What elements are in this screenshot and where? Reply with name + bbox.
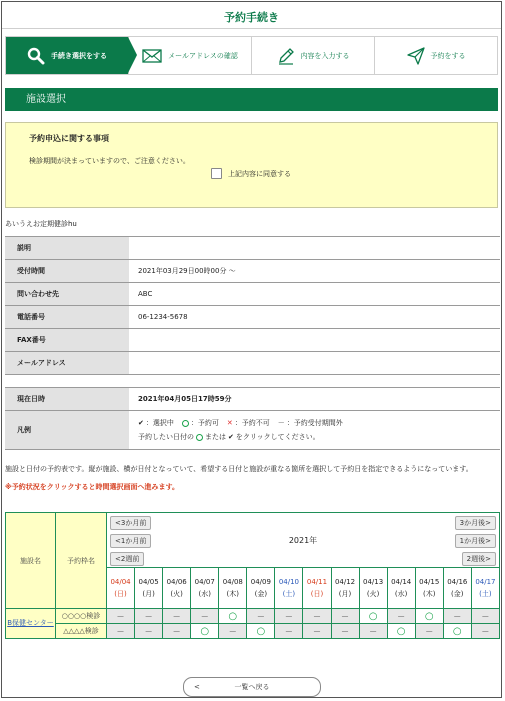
step-label: 手続き選択をする (51, 51, 107, 60)
day-of-week: (火) (366, 590, 380, 598)
calendar-day-header (387, 568, 415, 609)
reservation-calendar (5, 512, 500, 639)
circle-icon[interactable]: ○ (424, 610, 434, 622)
day-date: 04/17 (475, 578, 496, 586)
dash-mark: － (172, 626, 181, 636)
day-of-week: (月) (142, 590, 155, 598)
day-date: 04/08 (222, 578, 243, 586)
unavailable-slot-cell (303, 609, 331, 624)
calendar-day-header (163, 568, 191, 609)
calendar-slot-row (6, 624, 500, 639)
legend-instruction-b: または (205, 433, 226, 441)
circle-icon (196, 434, 203, 441)
unavailable-slot-cell (163, 609, 191, 624)
info-label: 受付時間 (5, 260, 129, 283)
day-date: 04/16 (447, 578, 468, 586)
info-value (129, 352, 500, 375)
day-date: 04/15 (419, 578, 440, 586)
dash-mark: － (284, 611, 293, 621)
unavailable-slot-cell (331, 609, 359, 624)
back-button-label[interactable]: 一覧へ戻る (234, 683, 270, 691)
legend-available: ：予約可 (190, 419, 219, 427)
info-label: 説明 (5, 237, 129, 260)
chevron-left-icon: < (194, 683, 200, 691)
progress-steps (5, 36, 498, 75)
notice-title: 予約申込に関する事項 (29, 134, 109, 143)
legend-instruction-c: をクリックしてください。 (235, 433, 320, 441)
info-value (129, 329, 500, 352)
available-slot-cell[interactable] (247, 624, 275, 639)
day-date: 04/04 (110, 578, 131, 586)
unavailable-slot-cell (443, 609, 471, 624)
dash-mark: － (116, 611, 125, 621)
unavailable-slot-cell (471, 609, 499, 624)
dash-mark: － (481, 611, 490, 621)
info-row (5, 283, 500, 306)
facility-info-table (5, 236, 500, 375)
legend-unavailable: ：予約不可 (234, 419, 270, 427)
circle-icon (182, 420, 189, 427)
day-date: 04/12 (334, 578, 356, 586)
day-date: 04/11 (306, 578, 328, 586)
prev-2-weeks-button[interactable]: <2週前 (110, 552, 144, 566)
info-row (5, 306, 500, 329)
circle-icon[interactable]: ○ (200, 625, 210, 637)
notice-box (5, 122, 498, 208)
day-date: 04/09 (250, 578, 271, 586)
dash-mark: － (397, 611, 406, 621)
circle-icon[interactable]: ○ (396, 625, 406, 637)
available-slot-cell[interactable] (191, 624, 219, 639)
unavailable-slot-cell (415, 624, 443, 639)
calendar-description: 施設と日付の予約表です。縦が施設、横が日付となっていて、希望する日付と施設が重なる箇所を選択して予約日を指定できるようになっています。 (5, 465, 473, 473)
legend-content (129, 411, 500, 450)
dash-mark: － (312, 626, 321, 636)
agree-label[interactable]: 上記内容に同意する (228, 169, 291, 178)
prev-3-months-button[interactable]: <3か月前 (110, 516, 151, 530)
info-row (5, 388, 500, 411)
circle-icon[interactable]: ○ (256, 625, 266, 637)
calendar-day-header (275, 568, 303, 609)
prev-1-month-button[interactable]: <1か月前 (110, 534, 151, 548)
available-slot-cell[interactable] (219, 609, 247, 624)
dash-mark: － (172, 611, 181, 621)
search-icon (27, 47, 45, 65)
dash-mark: － (256, 611, 265, 621)
calendar-day-header (415, 568, 443, 609)
unavailable-slot-cell (135, 609, 163, 624)
calendar-nav (107, 513, 500, 568)
available-slot-cell[interactable] (443, 624, 471, 639)
check-icon: ✔ (228, 433, 234, 441)
dash-mark: － (341, 626, 350, 636)
info-label: 電話番号 (5, 306, 129, 329)
dash-mark: － (116, 626, 125, 636)
unavailable-slot-cell (471, 624, 499, 639)
legend-label: 凡例 (5, 411, 129, 450)
calendar-day-header (107, 568, 135, 609)
day-date: 04/14 (391, 578, 412, 586)
section-header: 施設選択 (5, 88, 498, 111)
unavailable-slot-cell (247, 609, 275, 624)
info-value: 2021年03月29日00時00分 ～ (129, 260, 500, 283)
legend-outside: ：予約受付期間外 (286, 419, 343, 427)
day-date: 04/13 (363, 578, 384, 586)
circle-icon[interactable]: ○ (228, 610, 238, 622)
unavailable-slot-cell (191, 609, 219, 624)
info-label: 問い合わせ先 (5, 283, 129, 306)
calendar-day-header (247, 568, 275, 609)
slot-name: ○○○○検診 (56, 609, 107, 624)
facility-cell (6, 609, 56, 639)
agree-checkbox[interactable] (211, 168, 222, 179)
day-date: 04/10 (278, 578, 299, 586)
dash-mark: － (341, 611, 350, 621)
info-value (129, 237, 500, 260)
step-email-confirm (128, 37, 251, 74)
pencil-icon (277, 47, 295, 65)
day-of-week: (木) (422, 590, 436, 598)
unavailable-slot-cell (107, 609, 135, 624)
day-date: 04/07 (194, 578, 215, 586)
mail-icon (142, 49, 162, 63)
calendar-day-header (219, 568, 247, 609)
unavailable-slot-cell (163, 624, 191, 639)
unavailable-slot-cell (359, 624, 387, 639)
calendar-day-header (135, 568, 163, 609)
page-frame (1, 1, 502, 698)
legend-line (138, 416, 500, 430)
facility-link[interactable]: B保健センター (7, 619, 54, 627)
step-reserve (374, 37, 497, 74)
day-of-week: (土) (479, 590, 492, 598)
day-of-week: (土) (282, 590, 296, 598)
dash-mark: － (425, 626, 434, 636)
circle-icon[interactable]: ○ (452, 625, 462, 637)
calendar-day-header (471, 568, 499, 609)
facility-name: あいうえお定期健診hu (5, 220, 77, 228)
dash-mark: － (284, 626, 293, 636)
legend-selected: ：選択中 (145, 419, 174, 427)
calendar-day-header (303, 568, 331, 609)
day-date: 04/05 (138, 578, 159, 586)
dash-mark: － (200, 611, 209, 621)
notice-text: 検診期間が決まっていますので、ご注意ください。 (29, 157, 190, 165)
title-divider (2, 28, 501, 29)
day-of-week: (水) (198, 590, 211, 598)
dash-mark: － (144, 611, 153, 621)
dash-mark: － (228, 626, 237, 636)
step-label: メールアドレスの確認 (168, 51, 238, 60)
next-1-month-button[interactable]: 1か月後> (455, 534, 496, 548)
unavailable-slot-cell (387, 609, 415, 624)
info-row (5, 329, 500, 352)
legend-dash: － (277, 419, 285, 427)
day-date: 04/06 (166, 578, 187, 586)
unavailable-slot-cell (331, 624, 359, 639)
available-slot-cell[interactable] (359, 609, 387, 624)
day-of-week: (日) (114, 590, 127, 598)
dash-mark: － (453, 611, 462, 621)
unavailable-slot-cell (135, 624, 163, 639)
info-value: ABC (129, 283, 500, 306)
status-table (5, 387, 500, 450)
available-slot-cell[interactable] (387, 624, 415, 639)
unavailable-slot-cell (303, 624, 331, 639)
day-of-week: (木) (226, 590, 240, 598)
step-label: 内容を入力する (300, 51, 350, 60)
step-select-procedure (6, 37, 128, 74)
step-enter-details (251, 37, 374, 74)
next-3-months-button[interactable]: 3か月後> (455, 516, 496, 530)
send-icon (407, 47, 425, 65)
calendar-day-header (359, 568, 387, 609)
day-of-week: (月) (338, 590, 352, 598)
facility-column-header: 施設名 (6, 513, 56, 609)
info-row (5, 411, 500, 450)
day-of-week: (金) (254, 590, 268, 598)
calendar-year: 2021年 (288, 536, 318, 545)
legend-instruction-a: 予約したい日付の (138, 433, 194, 441)
day-of-week: (日) (310, 590, 324, 598)
dash-mark: － (312, 611, 321, 621)
slot-column-header: 予約枠名 (56, 513, 107, 609)
unavailable-slot-cell (275, 609, 303, 624)
calendar-day-header (191, 568, 219, 609)
day-of-week: (金) (451, 590, 464, 598)
unavailable-slot-cell (107, 624, 135, 639)
calendar-nav-row (6, 513, 500, 568)
step-label: 予約をする (430, 51, 466, 60)
info-value: 06-1234-5678 (129, 306, 500, 329)
unavailable-slot-cell (219, 624, 247, 639)
dash-mark: － (481, 626, 490, 636)
dash-mark: － (369, 626, 378, 636)
info-row (5, 260, 500, 283)
calendar-slot-row (6, 609, 500, 624)
current-time-label: 現在日時 (5, 388, 129, 411)
day-of-week: (水) (394, 590, 408, 598)
check-icon: ✔ (138, 419, 144, 427)
dash-mark: － (144, 626, 153, 636)
info-label: FAX番号 (5, 329, 129, 352)
info-label: メールアドレス (5, 352, 129, 375)
current-time-value: 2021年04月05日17時59分 (129, 388, 500, 411)
cross-icon: ✕ (226, 419, 233, 427)
calendar-day-header (443, 568, 471, 609)
unavailable-slot-cell (275, 624, 303, 639)
day-of-week: (火) (170, 590, 183, 598)
info-row (5, 237, 500, 260)
available-slot-cell[interactable] (415, 609, 443, 624)
calendar-day-header (331, 568, 359, 609)
back-to-list-button[interactable] (183, 677, 321, 697)
legend-line (138, 430, 500, 444)
next-2-weeks-button[interactable]: 2週後> (462, 552, 496, 566)
calendar-note: ※予約状況をクリックすると時間選択画面へ進みます。 (5, 483, 179, 491)
slot-name: △△△△検診 (56, 624, 107, 639)
page-title: 予約手続き (224, 11, 279, 24)
agree-checkbox-row[interactable] (211, 168, 497, 179)
info-row (5, 352, 500, 375)
circle-icon[interactable]: ○ (368, 610, 378, 622)
